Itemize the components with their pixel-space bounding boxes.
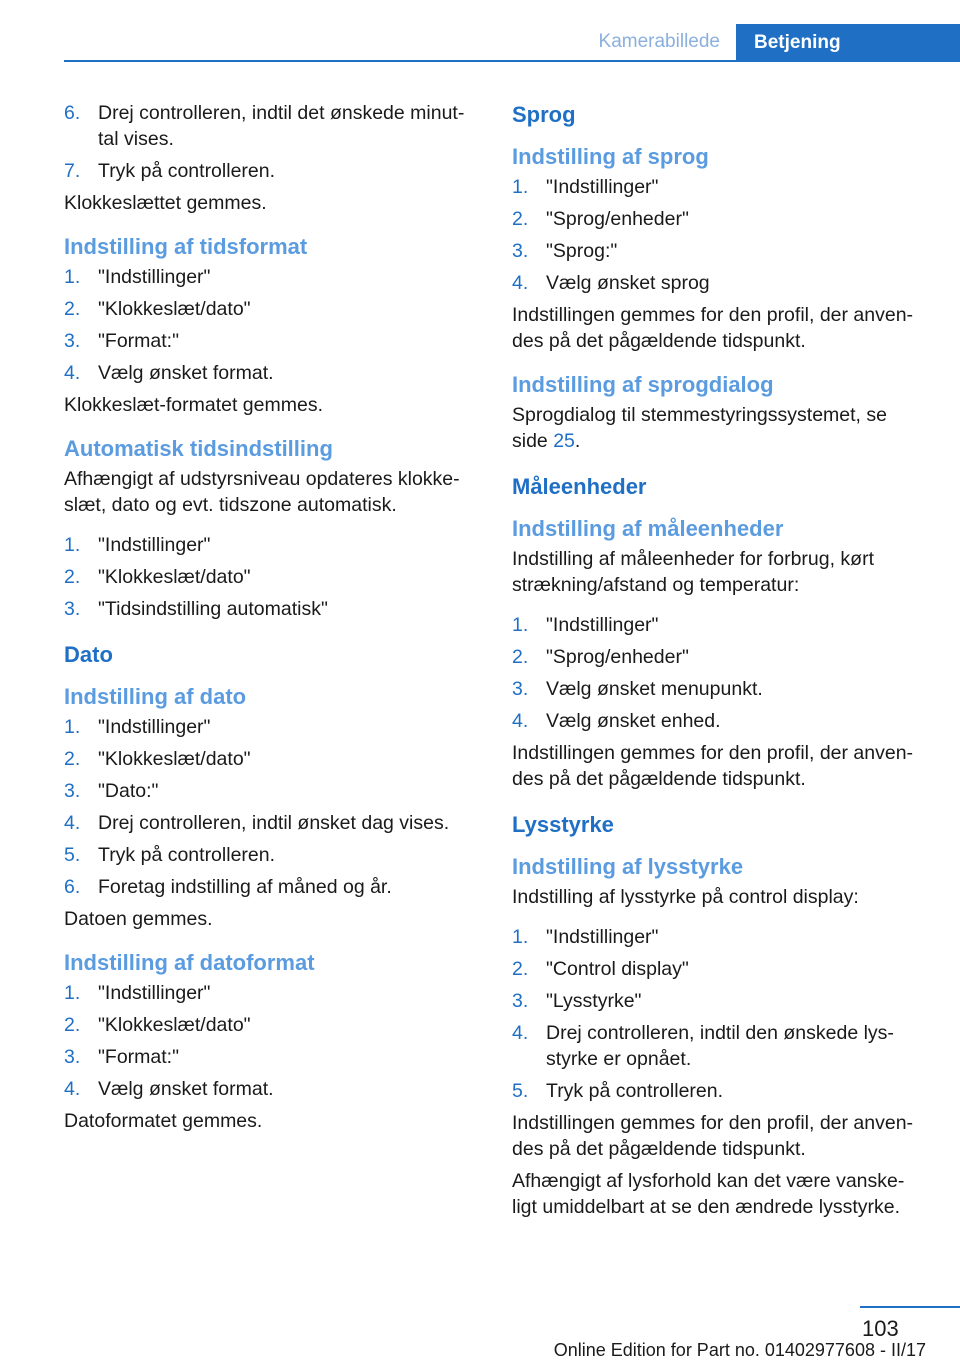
list-item bbox=[512, 708, 924, 734]
paragraph: Indstilling af måleenheder for forbrug, kørt strækning/afstand og temperatur: bbox=[512, 548, 875, 596]
left-column bbox=[64, 100, 476, 1140]
step-text: Tryk på controlleren. bbox=[98, 844, 276, 866]
list-item bbox=[512, 206, 924, 232]
step-text: Vælg ønsket menupunkt. bbox=[546, 678, 763, 700]
list-item bbox=[64, 596, 476, 622]
step-text: "Dato:" bbox=[98, 780, 159, 802]
step-number: 4. bbox=[64, 1078, 81, 1100]
step-text: "Format:" bbox=[98, 330, 180, 352]
step-list bbox=[64, 100, 476, 184]
step-list bbox=[64, 264, 476, 386]
heading-dato-main: Dato bbox=[64, 642, 113, 667]
step-number: 2. bbox=[512, 208, 529, 230]
step-text: Tryk på controlleren. bbox=[546, 1080, 724, 1102]
step-number: 3. bbox=[512, 678, 529, 700]
list-item bbox=[64, 100, 476, 152]
paragraph: Klokkeslæt-formatet gemmes. bbox=[64, 394, 323, 416]
step-number: 4. bbox=[64, 812, 81, 834]
paragraph: Afhængigt af udstyrsniveau opdateres klokke-slæt, dato og evt. tidszone automatisk. bbox=[64, 468, 460, 516]
step-text: "Sprog/enheder" bbox=[546, 208, 689, 230]
list-item bbox=[512, 644, 924, 670]
step-number: 5. bbox=[512, 1080, 529, 1102]
page-link[interactable]: 25 bbox=[553, 430, 575, 452]
step-number: 1. bbox=[64, 534, 81, 556]
paragraph: Datoen gemmes. bbox=[64, 908, 213, 930]
step-number: 4. bbox=[512, 710, 529, 732]
heading-maaleenheder: Indstilling af måleenheder bbox=[512, 516, 784, 541]
list-item bbox=[64, 714, 476, 740]
step-number: 4. bbox=[64, 362, 81, 384]
paragraph: Indstillingen gemmes for den profil, der anven-des på det pågældende tidspunkt. bbox=[512, 742, 914, 790]
step-text: "Klokkeslæt/dato" bbox=[98, 1014, 251, 1036]
step-text: Vælg ønsket format. bbox=[98, 362, 274, 384]
step-number: 1. bbox=[64, 982, 81, 1004]
list-item bbox=[512, 238, 924, 264]
step-text: "Indstillinger" bbox=[546, 176, 659, 198]
section-tab-kamerabillede[interactable]: Kamerabillede bbox=[598, 31, 720, 52]
heading-dato: Indstilling af dato bbox=[64, 684, 247, 709]
step-list bbox=[512, 174, 924, 296]
step-text: "Klokkeslæt/dato" bbox=[98, 566, 251, 588]
step-text: "Control display" bbox=[546, 958, 689, 980]
step-number: 3. bbox=[512, 990, 529, 1012]
step-number: 2. bbox=[64, 298, 81, 320]
list-item bbox=[64, 810, 476, 836]
step-number: 1. bbox=[512, 614, 529, 636]
list-item bbox=[64, 296, 476, 322]
list-item bbox=[512, 924, 924, 950]
section-tab-betjening[interactable]: Betjening bbox=[736, 24, 960, 62]
step-number: 3. bbox=[512, 240, 529, 262]
list-item bbox=[64, 264, 476, 290]
step-number: 3. bbox=[64, 1046, 81, 1068]
step-text: Drej controlleren, indtil det ønskede minut-tal vises. bbox=[98, 102, 465, 150]
edition-note: Online Edition for Part no. 01402977608 - II/17 bbox=[553, 1340, 926, 1360]
step-text: Foretag indstilling af måned og år. bbox=[98, 876, 392, 898]
paragraph bbox=[512, 402, 924, 454]
step-number: 2. bbox=[64, 566, 81, 588]
list-item bbox=[64, 980, 476, 1006]
list-item bbox=[512, 612, 924, 638]
heading-automatisk: Automatisk tidsindstilling bbox=[64, 436, 333, 461]
paragraph: Indstillingen gemmes for den profil, der anven-des på det pågældende tidspunkt. bbox=[512, 1112, 914, 1160]
step-number: 7. bbox=[64, 160, 81, 182]
paragraph: Afhængigt af lysforhold kan det være vanske-ligt umiddelbart at se den ændrede lysstyrke. bbox=[512, 1170, 905, 1218]
paragraph: Indstillingen gemmes for den profil, der anven-des på det pågældende tidspunkt. bbox=[512, 304, 914, 352]
heading-lysstyrke: Indstilling af lysstyrke bbox=[512, 854, 744, 879]
step-number: 2. bbox=[512, 958, 529, 980]
step-number: 2. bbox=[64, 1014, 81, 1036]
step-text: "Indstillinger" bbox=[546, 614, 659, 636]
step-text: "Indstillinger" bbox=[98, 982, 211, 1004]
list-item bbox=[512, 1078, 924, 1104]
step-list bbox=[64, 532, 476, 622]
step-text: Vælg ønsket sprog bbox=[546, 272, 710, 294]
list-item bbox=[64, 328, 476, 354]
list-item bbox=[64, 1012, 476, 1038]
step-text: Tryk på controlleren. bbox=[98, 160, 276, 182]
step-text: "Lysstyrke" bbox=[546, 990, 642, 1012]
list-item bbox=[64, 564, 476, 590]
list-item bbox=[64, 746, 476, 772]
page-header bbox=[0, 0, 960, 62]
list-item bbox=[64, 778, 476, 804]
step-text: "Tidsindstilling automatisk" bbox=[98, 598, 328, 620]
heading-maaleenheder-main: Måleenheder bbox=[512, 474, 647, 499]
step-list bbox=[64, 714, 476, 900]
list-item bbox=[64, 360, 476, 386]
step-number: 6. bbox=[64, 102, 81, 124]
step-text: Vælg ønsket enhed. bbox=[546, 710, 721, 732]
step-text: Vælg ønsket format. bbox=[98, 1078, 274, 1100]
list-item bbox=[512, 1020, 924, 1072]
step-text: "Sprog:" bbox=[546, 240, 618, 262]
list-item bbox=[512, 174, 924, 200]
step-number: 3. bbox=[64, 330, 81, 352]
paragraph: Klokkeslættet gemmes. bbox=[64, 192, 267, 214]
heading-tidsformat: Indstilling af tidsformat bbox=[64, 234, 308, 259]
step-number: 4. bbox=[512, 1022, 529, 1044]
step-text: Drej controlleren, indtil ønsket dag vises. bbox=[98, 812, 450, 834]
step-text: "Indstillinger" bbox=[546, 926, 659, 948]
step-number: 1. bbox=[64, 266, 81, 288]
step-number: 1. bbox=[512, 926, 529, 948]
heading-lysstyrke-main: Lysstyrke bbox=[512, 812, 614, 837]
step-list bbox=[512, 612, 924, 734]
footer-rule bbox=[860, 1306, 960, 1308]
list-item bbox=[64, 1076, 476, 1102]
step-text: "Indstillinger" bbox=[98, 266, 211, 288]
list-item bbox=[64, 158, 476, 184]
list-item bbox=[64, 874, 476, 900]
list-item bbox=[64, 842, 476, 868]
list-item bbox=[512, 956, 924, 982]
step-text: Drej controlleren, indtil den ønskede lys-styrke er opnået. bbox=[546, 1022, 894, 1070]
list-item bbox=[512, 676, 924, 702]
step-number: 6. bbox=[64, 876, 81, 898]
list-item bbox=[64, 1044, 476, 1070]
step-list bbox=[64, 980, 476, 1102]
step-number: 4. bbox=[512, 272, 529, 294]
paragraph: Indstilling af lysstyrke på control display: bbox=[512, 886, 859, 908]
step-number: 1. bbox=[64, 716, 81, 738]
heading-datoformat: Indstilling af datoformat bbox=[64, 950, 315, 975]
step-text: "Indstillinger" bbox=[98, 534, 211, 556]
paragraph: Datoformatet gemmes. bbox=[64, 1110, 263, 1132]
list-item bbox=[512, 988, 924, 1014]
step-number: 3. bbox=[64, 598, 81, 620]
step-text: "Format:" bbox=[98, 1046, 180, 1068]
step-text: "Klokkeslæt/dato" bbox=[98, 748, 251, 770]
list-item bbox=[64, 532, 476, 558]
step-text: "Sprog/enheder" bbox=[546, 646, 689, 668]
step-number: 1. bbox=[512, 176, 529, 198]
right-column bbox=[512, 100, 924, 1226]
step-number: 2. bbox=[512, 646, 529, 668]
step-text: "Klokkeslæt/dato" bbox=[98, 298, 251, 320]
step-number: 5. bbox=[64, 844, 81, 866]
page-number: 103 bbox=[862, 1316, 899, 1341]
paragraph-text: Sprogdialog til stemmestyringssystemet, se side bbox=[512, 404, 887, 452]
step-number: 2. bbox=[64, 748, 81, 770]
step-number: 3. bbox=[64, 780, 81, 802]
step-list bbox=[512, 924, 924, 1104]
step-text: "Indstillinger" bbox=[98, 716, 211, 738]
paragraph-text: . bbox=[574, 430, 581, 452]
list-item bbox=[512, 270, 924, 296]
header-rule bbox=[64, 60, 960, 62]
heading-sprog-main: Sprog bbox=[512, 102, 576, 127]
page-footer bbox=[0, 1302, 960, 1362]
heading-sprog: Indstilling af sprog bbox=[512, 144, 709, 169]
heading-sprogdialog: Indstilling af sprogdialog bbox=[512, 372, 774, 397]
